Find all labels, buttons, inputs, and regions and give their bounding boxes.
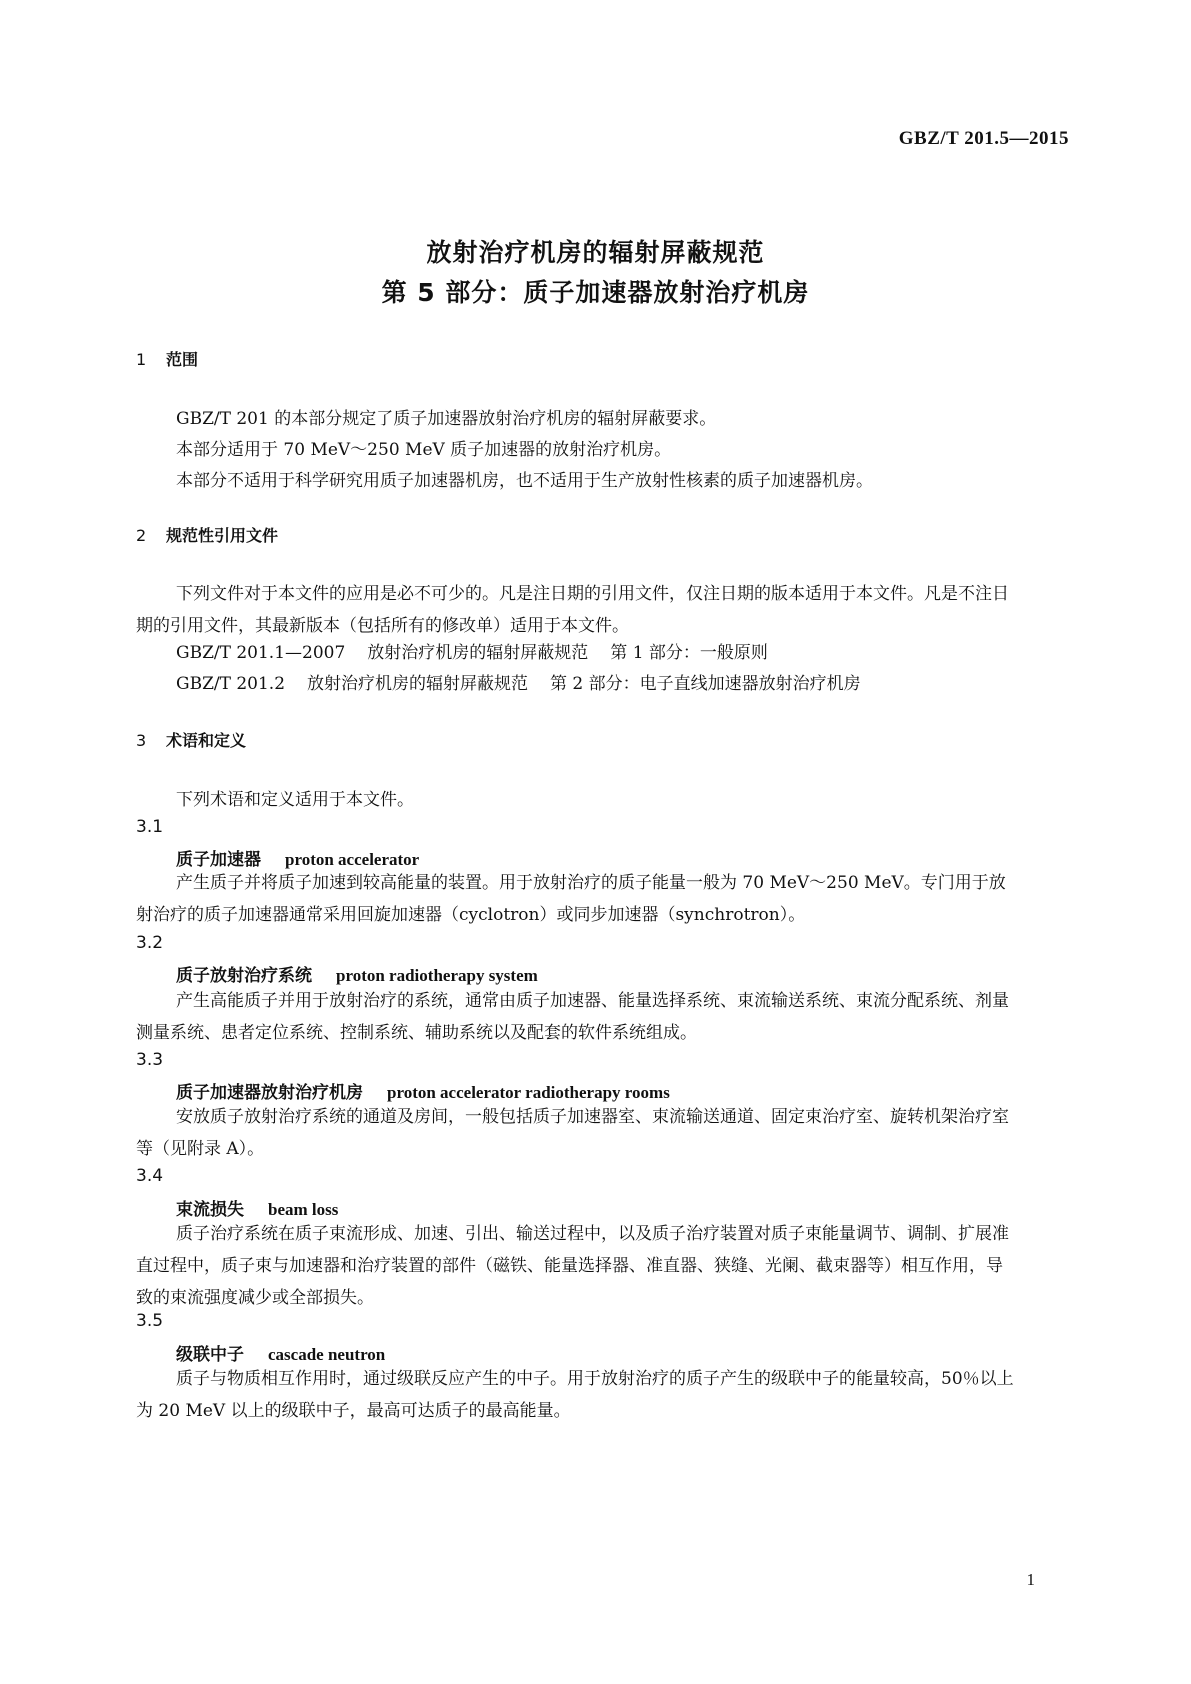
term-definition: 质子与物质相互作用时，通过级联反应产生的中子。用于放射治疗的质子产生的级联中子的能量较高，50％以上为 20 MeV 以上的级联中子，最高可达质子的最高能量。 — [136, 1369, 1014, 1421]
term-definition: 质子治疗系统在质子束流形成、加速、引出、输送过程中，以及质子治疗装置对质子束能量调节、调制、扩展准直过程中，质子束与加速器和治疗装置的部件（磁铁、能量选择器、准直器、狭缝、光阑、截束器等）相互作用，导致的束流强度减少或全部损失。 — [136, 1224, 1009, 1308]
term-en: proton radiotherapy system — [336, 966, 538, 985]
term-en: cascade neutron — [268, 1345, 386, 1364]
term-heading — [176, 1195, 338, 1220]
section-title: 范围 — [166, 350, 199, 369]
term-zh: 级联中子 — [176, 1345, 244, 1365]
term-zh: 束流损失 — [176, 1200, 244, 1220]
section-number: 2 — [136, 526, 147, 545]
term-heading — [176, 961, 538, 986]
normative-reference — [136, 668, 1056, 700]
term-en: proton accelerator radiotherapy rooms — [387, 1083, 670, 1102]
section-1-heading — [136, 347, 198, 370]
title-line-2: 第 5 部分：质子加速器放射治疗机房 — [381, 278, 810, 307]
term-definition: 产生质子并将质子加速到较高能量的装置。用于放射治疗的质子能量一般为 70 MeV～250 MeV。专门用于放射治疗的质子加速器通常采用回旋加速器（cyclotron）或同步加速器（synchrotron）。 — [136, 873, 1006, 925]
standard-code: GBZ/T 201.5—2015 — [898, 128, 1069, 149]
paragraph: 下列术语和定义适用于本文件。 — [176, 790, 414, 810]
section-title: 规范性引用文件 — [166, 526, 279, 545]
term-zh: 质子加速器 — [176, 850, 261, 870]
section-2-heading — [136, 523, 278, 546]
term-en: beam loss — [268, 1200, 339, 1219]
term-heading — [176, 1078, 670, 1103]
term-number: 3.3 — [136, 1050, 164, 1070]
section-number: 1 — [136, 350, 147, 369]
paragraph: 本部分不适用于科学研究用质子加速器机房，也不适用于生产放射性核素的质子加速器机房。 — [176, 471, 873, 491]
section-title: 术语和定义 — [166, 731, 247, 750]
term-zh: 质子加速器放射治疗机房 — [176, 1083, 363, 1103]
reference-code: GBZ/T 201.1—2007 — [176, 643, 346, 663]
term-number: 3.5 — [136, 1311, 164, 1331]
section-number: 3 — [136, 731, 147, 750]
term-zh: 质子放射治疗系统 — [176, 966, 312, 986]
term-number: 3.2 — [136, 933, 164, 953]
reference-title: 放射治疗机房的辐射屏蔽规范 — [307, 674, 529, 694]
paragraph: 本部分适用于 70 MeV～250 MeV 质子加速器的放射治疗机房。 — [176, 440, 672, 460]
reference-code: GBZ/T 201.2 — [176, 674, 286, 694]
reference-title: 放射治疗机房的辐射屏蔽规范 — [367, 643, 589, 663]
term-definition: 安放质子放射治疗系统的通道及房间，一般包括质子加速器室、束流输送通道、固定束治疗室、旋转机架治疗室等（见附录 A）。 — [136, 1107, 1009, 1159]
section-3-heading — [136, 728, 246, 751]
term-number: 3.4 — [136, 1166, 164, 1186]
term-definition: 产生高能质子并用于放射治疗的系统，通常由质子加速器、能量选择系统、束流输送系统、束流分配系统、剂量测量系统、患者定位系统、控制系统、辅助系统以及配套的软件系统组成。 — [136, 991, 1009, 1043]
paragraph: GBZ/T 201 的本部分规定了质子加速器放射治疗机房的辐射屏蔽要求。 — [176, 409, 717, 429]
paragraph: 下列文件对于本文件的应用是必不可少的。凡是注日期的引用文件，仅注日期的版本适用于本文件。凡是不注日期的引用文件，其最新版本（包括所有的修改单）适用于本文件。 — [136, 584, 1009, 636]
normative-reference — [136, 637, 1056, 669]
page-number: 1 — [1026, 1570, 1035, 1589]
term-en: proton accelerator — [285, 850, 420, 869]
title-line-1: 放射治疗机房的辐射屏蔽规范 — [426, 238, 765, 267]
term-heading — [176, 1340, 385, 1365]
reference-part: 第 1 部分：一般原则 — [610, 643, 768, 663]
reference-part: 第 2 部分：电子直线加速器放射治疗机房 — [550, 674, 861, 694]
term-number: 3.1 — [136, 817, 164, 837]
